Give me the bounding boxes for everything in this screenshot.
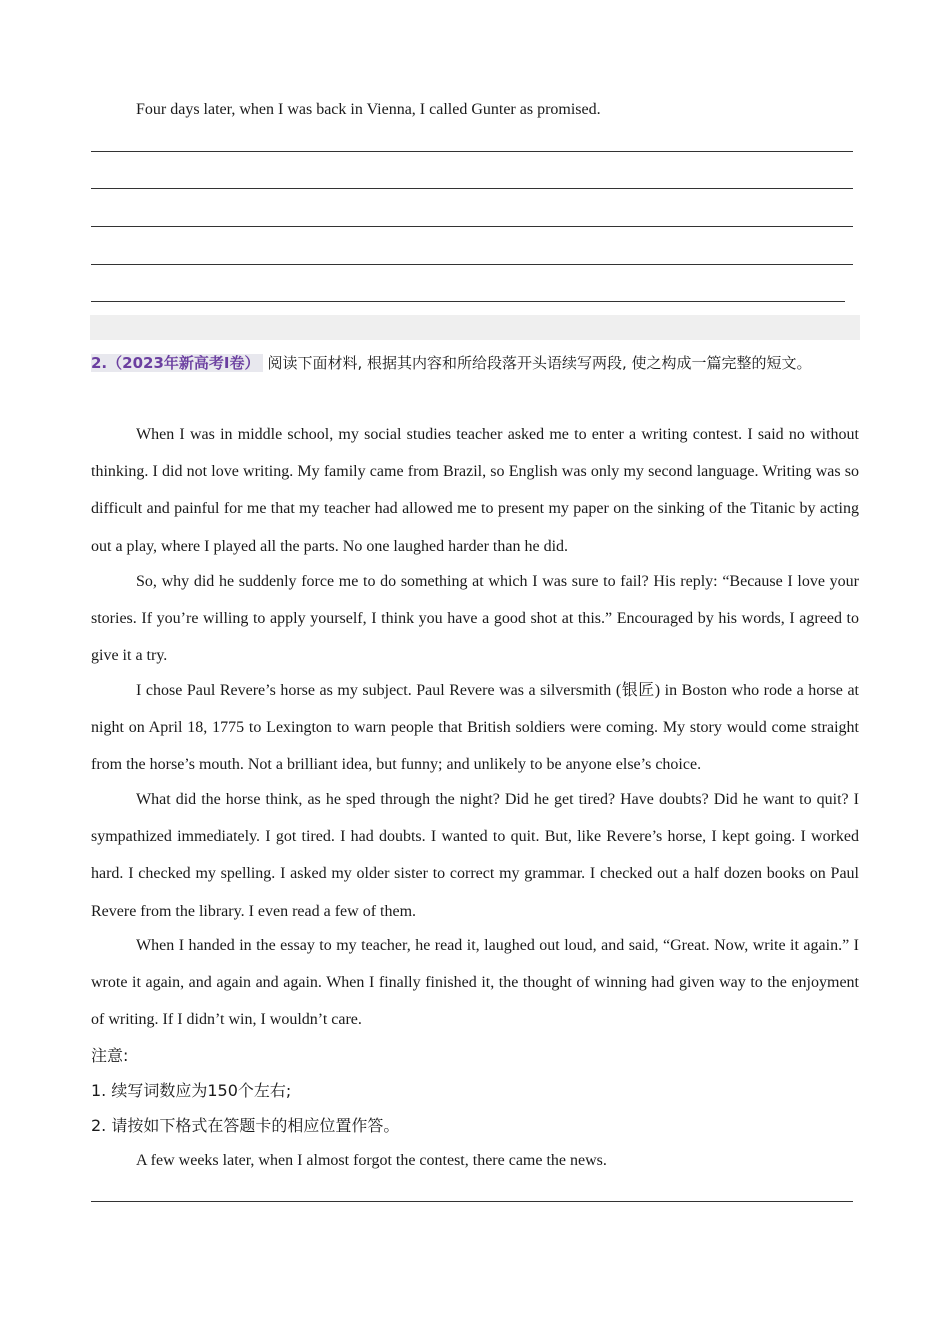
question-instruction: 阅读下面材料, 根据其内容和所给段落开头语续写两段, 使之构成一篇完整的短文。: [267, 354, 812, 372]
opening-line: Four days later, when I was back in Vienna, I called Gunter as promised.: [136, 101, 601, 118]
answer-line: [91, 151, 853, 152]
answer-line: [91, 226, 853, 227]
notes-title: 注意:: [91, 1046, 129, 1065]
section-divider-band: [90, 315, 860, 340]
question-header: [91, 345, 859, 382]
answer-line: [91, 188, 853, 189]
answer-line: [91, 1201, 853, 1202]
continuation-opening: A few weeks later, when I almost forgot the contest, there came the news.: [136, 1152, 607, 1169]
question-source-tag: 2.（2023年新高考I卷）: [91, 354, 263, 372]
answer-line: [91, 301, 845, 302]
passage-paragraph-3: I chose Paul Revere’s horse as my subject. Paul Revere was a silversmith (银匠) in Boston who rode a horse at night on April 18, 1775 to Lexington to warn people that British soldiers were coming. My story would come straight from the horse’s mouth. Not a brilliant idea, but funny; and unlikely to be anyone else’s choice.: [91, 682, 859, 774]
passage-paragraph-2: So, why did he suddenly force me to do something at which I was sure to fail? His reply: “Because I love your stories. If you’re willing to apply yourself, I think you have a good shot at this.” Encouraged by his words, I agreed to give it a try.: [91, 573, 859, 665]
passage-paragraph-5: When I handed in the essay to my teacher, he read it, laughed out loud, and said, “Great. Now, write it again.” I wrote it again, and again and again. When I finally finished it, the thought of winning had given way to the enjoyment of writing. If I didn’t win, I wouldn’t care.: [91, 937, 859, 1029]
note-word-count: 1. 续写词数应为150个左右;: [91, 1081, 292, 1100]
note-answer-format: 2. 请按如下格式在答题卡的相应位置作答。: [91, 1116, 400, 1135]
answer-line: [91, 264, 853, 265]
passage-paragraph-4: What did the horse think, as he sped through the night? Did he get tired? Have doubts? Did he want to quit? I sympathized immediately. I got tired. I had doubts. I wanted to quit. But, like Revere’s horse, I kept going. I worked hard. I checked my spelling. I asked my older sister to correct my grammar. I checked out a half dozen books on Paul Revere from the library. I even read a few of them.: [91, 791, 859, 920]
passage-paragraph-1: When I was in middle school, my social studies teacher asked me to enter a writing contest. I said no without thinking. I did not love writing. My family came from Brazil, so English was only my second language. Writing was so difficult and painful for me that my teacher had allowed me to present my paper on the sinking of the Titanic by acting out a play, where I played all the parts. No one laughed harder than he did.: [91, 426, 859, 555]
